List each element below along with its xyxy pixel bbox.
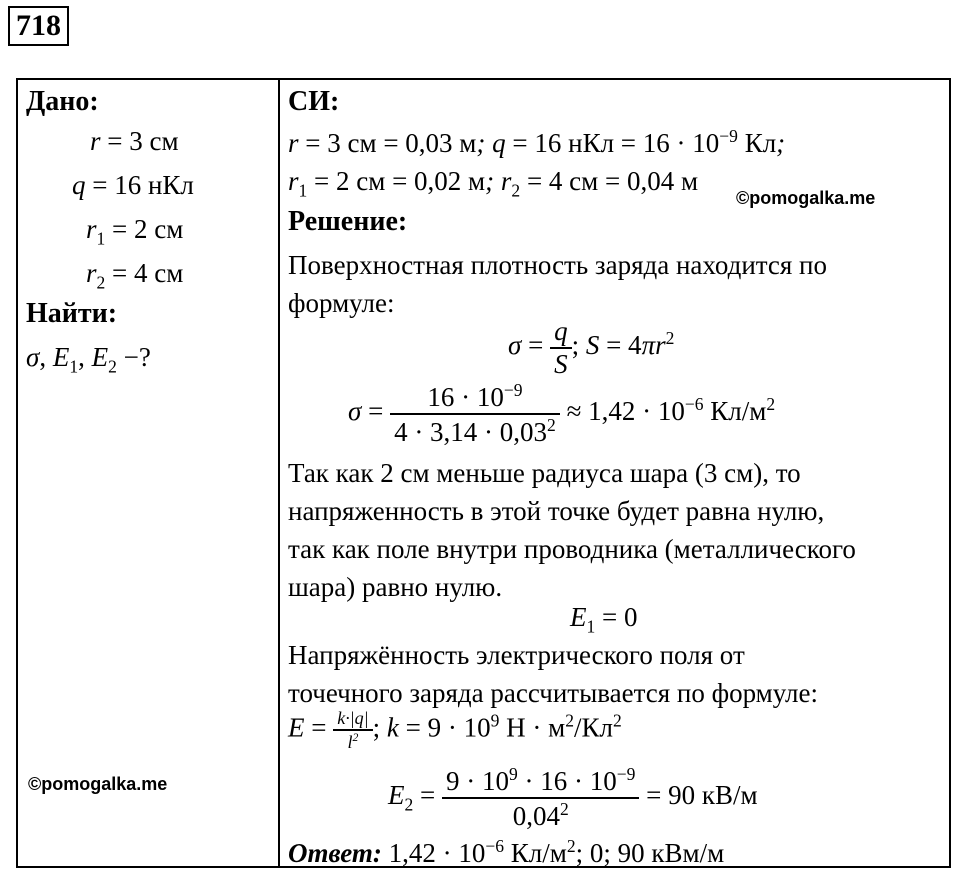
watermark-right: ©pomogalka.me	[736, 188, 876, 208]
text-p1-l1: Поверхностная плотность заряда находится по	[288, 250, 827, 280]
formula-e1: $E_1 = 0$	[570, 602, 638, 637]
formula-sigma: σ = $\frac{q}{S}$ ; $S = 4\pi r^2$	[508, 316, 675, 379]
text-p2-l2: напряженность в этой точке будет равна нулю,	[288, 496, 825, 526]
answer	[288, 836, 724, 869]
find-heading: Найти:	[26, 298, 118, 329]
formula-sigma-value: σ = $\frac{16 \cdot 10^{-9}}{4 \cdot 3,14 \cdot 0,03^2}$ ≈ $1,42 \cdot 10^{-6}$ $Кл/м^2$	[348, 380, 776, 447]
si-heading: СИ:	[288, 86, 340, 117]
text-p1-l2: формуле:	[288, 288, 395, 318]
solution-table	[16, 78, 951, 868]
find-values: σ, $E_1$, $E_2$ −?	[26, 342, 151, 377]
formula-e: E = $\frac{k\cdot|q|}{l^2}$ ; $k = 9 \cdot 10^9$ $Н \cdot м^2/Кл^2$	[288, 708, 622, 752]
text-p2-l1: Так как 2 см меньше радиуса шара (3 см), то	[288, 458, 801, 488]
given-q: q = 16 нКл	[72, 170, 194, 200]
given-r2: $r_2 = 4$ см	[86, 258, 184, 293]
answer-label: Ответ:	[288, 838, 382, 868]
problem-number: 718	[8, 6, 69, 46]
given-column	[17, 79, 279, 867]
si-line-2: $r_1 = 2$ см = 0,02 м; $r_2 = 4$ см = 0,04 м	[288, 166, 699, 201]
solution-column	[279, 79, 950, 867]
answer-value: $1,42 \cdot 10^{-6}$ $Кл/м^2$; 0; 90 кВм/м	[388, 836, 725, 868]
given-heading: Дано:	[26, 86, 99, 117]
text-p2-l4: шара) равно нулю.	[288, 572, 503, 602]
si-line-1: r = 3 см = 0,03 м; q = 16 нКл = $16 \cdot 10^{-9}$ Кл;	[288, 126, 786, 158]
text-p3-l1: Напряжённость электрического поля от	[288, 640, 745, 670]
text-p3-l2: точечного заряда рассчитывается по формуле:	[288, 678, 819, 708]
text-p2-l3: так как поле внутри проводника (металлического	[288, 534, 856, 564]
watermark-left: ©pomogalka.me	[28, 774, 168, 794]
given-r1: $r_1 = 2$ см	[86, 214, 184, 249]
given-r: r = 3 см	[90, 126, 179, 156]
solution-heading: Решение:	[288, 206, 408, 237]
formula-e2: $E_2$ = $\frac{9 \cdot 10^9 \cdot 16 \cdot 10^{-9}}{0,04^2}$ = 90 кВ/м	[388, 764, 758, 831]
